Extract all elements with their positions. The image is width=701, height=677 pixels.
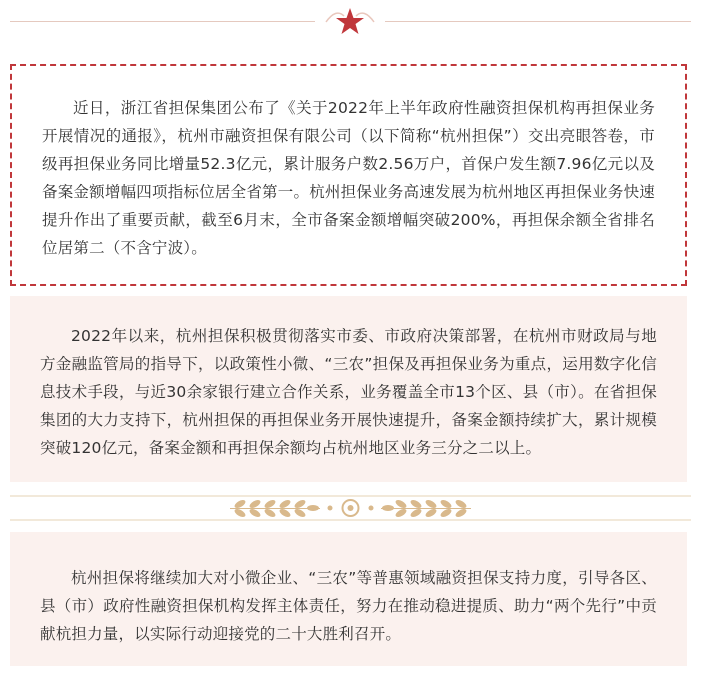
progress-paragraph: 2022年以来，杭州担保积极贯彻落实市委、市政府决策部署，在杭州市财政局与地方金融监管局的指导下，以政策性小微、“三农”担保及再担保业务为重点，运用数字化信息技术手段，与近30余家银行建立合作关系，业务覆盖全市13个区、县（市）。在省担保集团的大力支持下，杭州担保的再担保业务开展快速提升，备案金额持续扩大，累计规模突破120亿元，备案金额和再担保余额均占杭州地区业务三分之二以上。: [40, 327, 657, 457]
wheat-divider-icon: [0, 486, 701, 530]
progress-card: [10, 296, 687, 482]
outlook-card: [10, 532, 687, 666]
ornament-line-left: [10, 21, 315, 22]
intro-card: [10, 64, 687, 286]
top-ornament: [0, 0, 701, 44]
intro-paragraph: 近日，浙江省担保集团公布了《关于2022年上半年政府性融资担保机构再担保业务开展情况的通报》，杭州市融资担保有限公司（以下简称“杭州担保”）交出亮眼答卷，市级再担保业务同比增量52.3亿元，累计服务户数2.56万户，首保户发生额7.96亿元以及备案金额增幅四项指标位居全省第一。杭州担保业务高速发展为杭州地区再担保业务快速提升作出了重要贡献，截至6月末，全市备案金额增幅突破200%，再担保余额全省排名位居第二（不含宁波）。: [42, 99, 655, 257]
outlook-paragraph: 杭州担保将继续加大对小微企业、“三农”等普惠领域融资担保支持力度，引导各区、县（市）政府性融资担保机构发挥主体责任，努力在推动稳进提质、助力“两个先行”中贡献杭担力量，以实际行动迎接党的二十大胜利召开。: [40, 569, 657, 643]
ornament-line-right: [385, 21, 691, 22]
star-icon: [322, 2, 378, 42]
